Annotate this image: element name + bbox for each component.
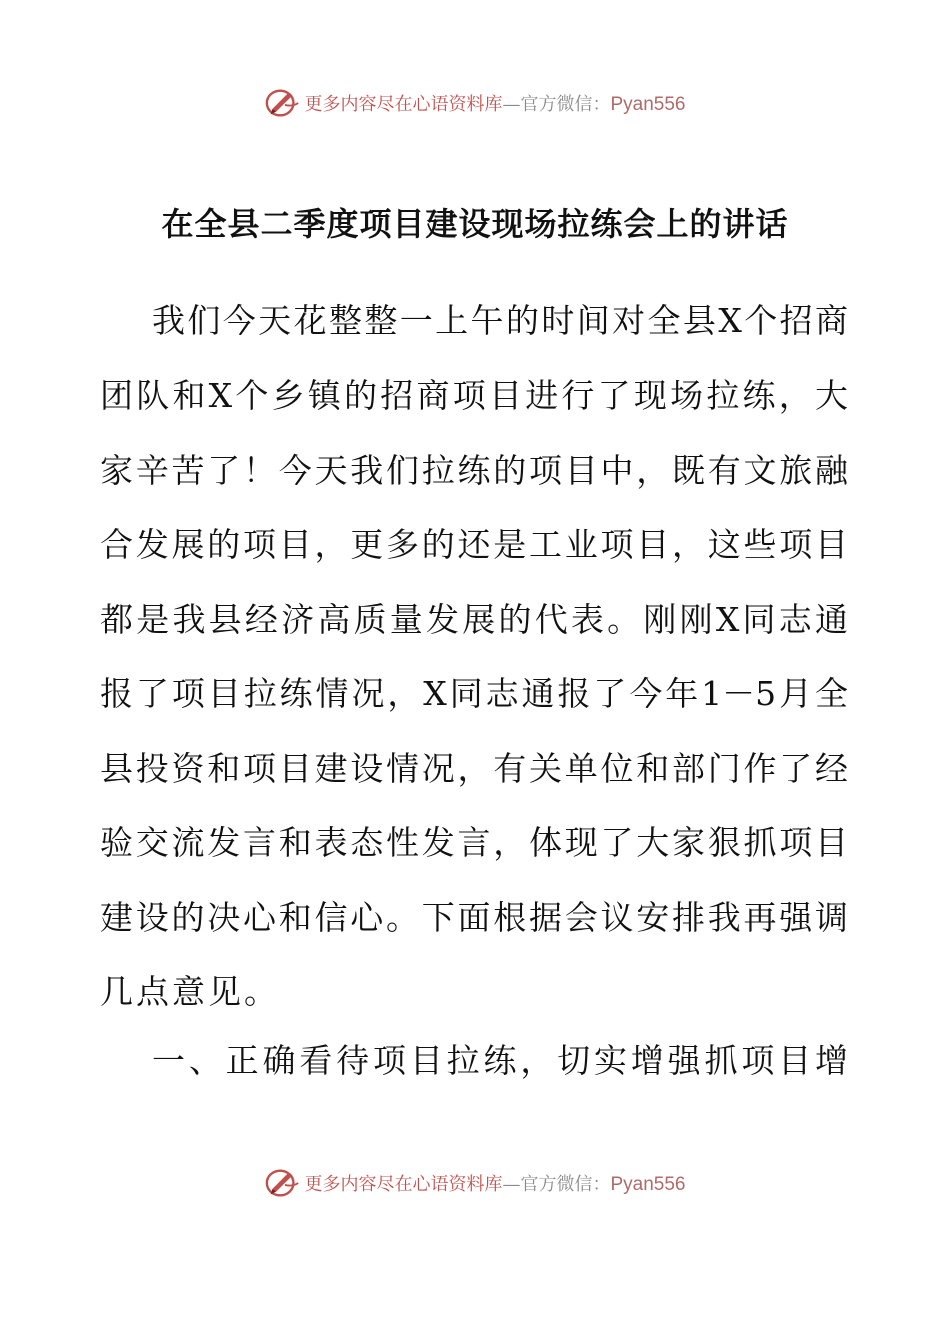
pen-logo-icon xyxy=(264,1164,302,1202)
paragraph-line: 县投资和项目建设情况，有关单位和部门作了经 xyxy=(100,749,848,788)
banner-official-label: 官方微信： xyxy=(520,94,611,115)
banner-wechat-id: Pyan556 xyxy=(610,1174,686,1195)
paragraph-line: 家辛苦了！今天我们拉练的项目中，既有文旅融 xyxy=(100,451,848,490)
section-heading-line: 一、正确看待项目拉练，切实增强抓项目增 xyxy=(152,1041,848,1080)
paragraph-line: 我们今天花整整一上午的时间对全县X个招商 xyxy=(152,301,848,340)
paragraph-line: 合发展的项目，更多的还是工业项目，这些项目 xyxy=(100,525,848,564)
paragraph-line: 报了项目拉练情况，X同志通报了今年1－5月全 xyxy=(100,674,848,713)
paragraph-line: 几点意见。 xyxy=(100,972,280,1011)
paragraph-line: 都是我县经济高质量发展的代表。刚刚X同志通 xyxy=(100,600,848,639)
pen-logo-icon xyxy=(264,84,302,122)
header-banner xyxy=(0,81,950,125)
banner-dash: — xyxy=(502,94,521,115)
banner-official-label: 官方微信： xyxy=(520,1174,611,1195)
footer-banner xyxy=(0,1161,950,1205)
banner-brand-text: 更多内容尽在心语资料库 xyxy=(304,94,503,115)
banner-brand-text: 更多内容尽在心语资料库 xyxy=(304,1174,503,1195)
paragraph-line: 建设的决心和信心。下面根据会议安排我再强调 xyxy=(100,898,848,937)
banner-dash: — xyxy=(502,1174,521,1195)
document-title: 在全县二季度项目建设现场拉练会上的讲话 xyxy=(161,205,789,243)
paragraph-line: 团队和X个乡镇的招商项目进行了现场拉练，大 xyxy=(100,376,848,415)
paragraph-line: 验交流发言和表态性发言，体现了大家狠抓项目 xyxy=(100,823,848,862)
banner-wechat-id: Pyan556 xyxy=(610,94,686,115)
